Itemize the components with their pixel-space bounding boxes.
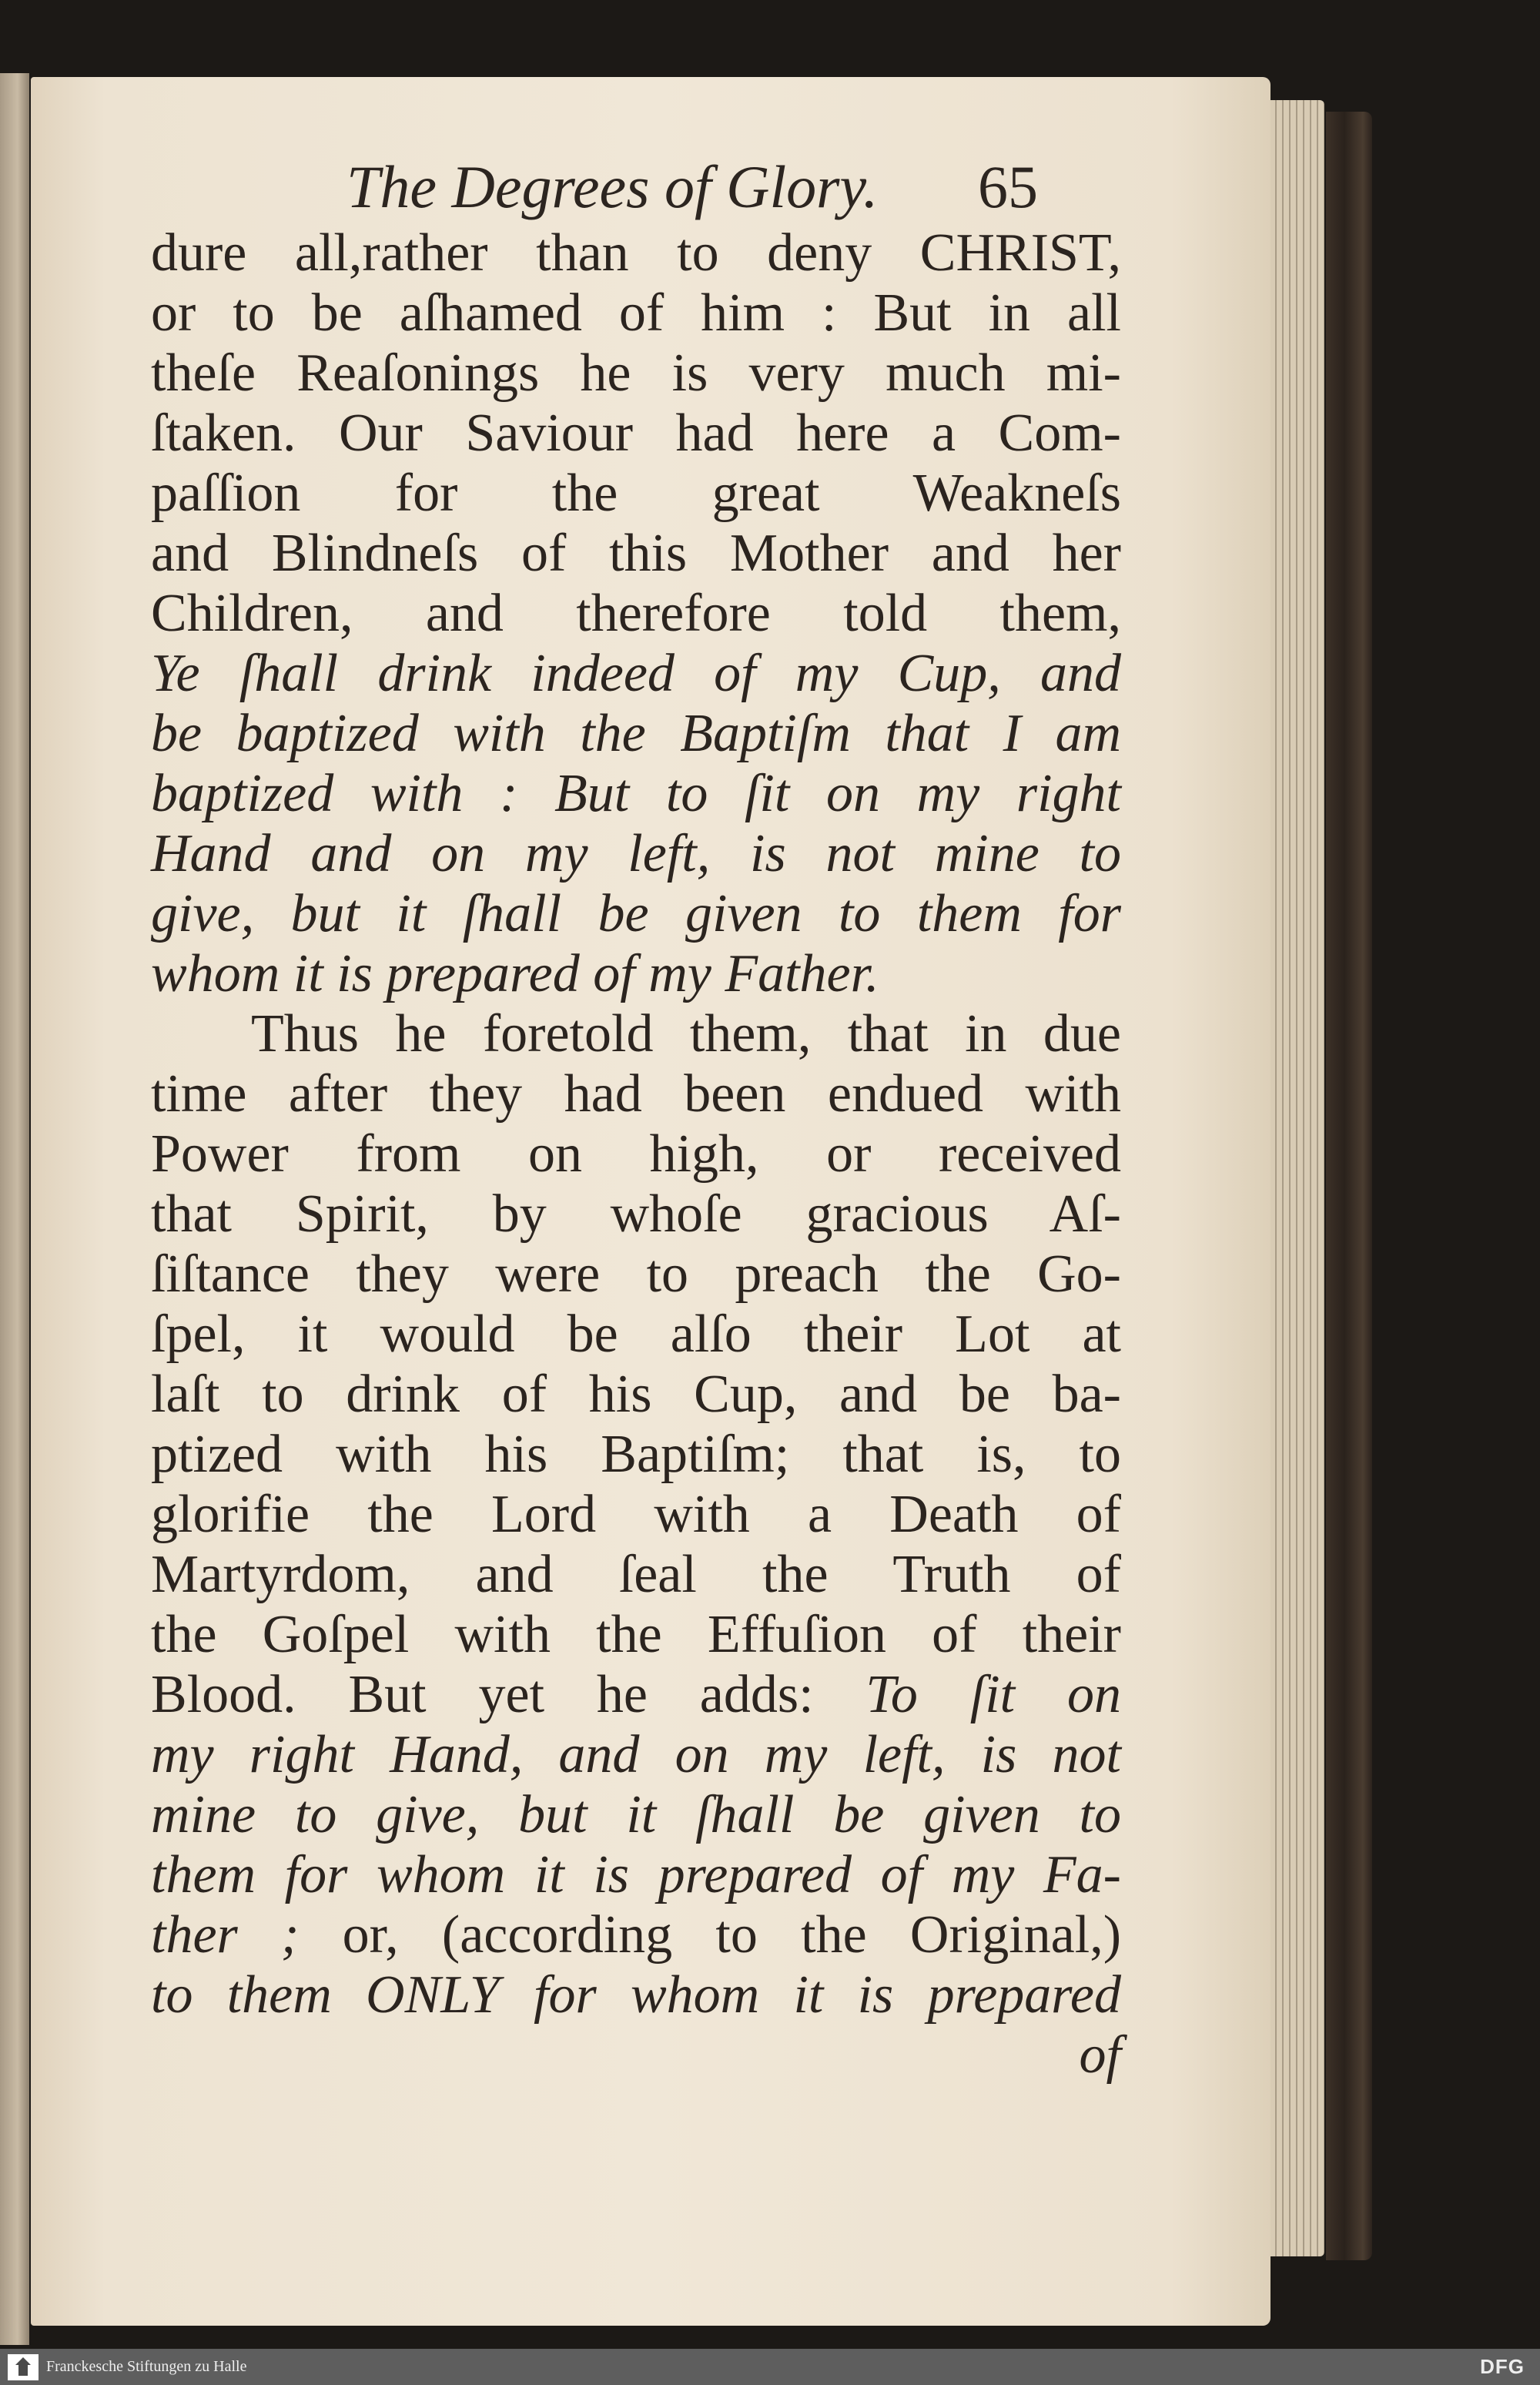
running-title: The Degrees of Glory. — [346, 153, 879, 220]
page-stack-edge — [1263, 100, 1324, 2256]
text-line: Ye ſhall drink indeed of my Cup, and — [151, 644, 1121, 703]
text-segment: Blood. But yet he adds: — [151, 1665, 814, 1724]
catchword: of — [1079, 2025, 1121, 2085]
text-line: ptized with his Baptiſm; that is, to — [151, 1425, 1121, 1484]
text-line: them for whom it is prepared of my Fa- — [151, 1845, 1121, 1904]
running-head — [346, 152, 1116, 222]
text-line: whom it is prepared of my Father. — [151, 944, 879, 1003]
text-line: time after they had been endued with — [151, 1064, 1121, 1124]
text-segment: To ſit on — [865, 1665, 1121, 1724]
text-line: mine to give, but it ſhall be given to — [151, 1785, 1121, 1844]
text-line: glorifie the Lord with a Death of — [151, 1485, 1121, 1544]
text-line: to them ONLY for whom it is prepared — [151, 1965, 1121, 2025]
text-line: ſiſtance they were to preach the Go- — [151, 1244, 1121, 1304]
left-page-edge — [0, 73, 29, 2345]
text-line: Power from on high, or received — [151, 1124, 1121, 1184]
text-line: the Goſpel with the Effuſion of their — [151, 1605, 1121, 1664]
text-line: give, but it ſhall be given to them for — [151, 884, 1121, 943]
text-segment: or, (according to the Original,) — [342, 1905, 1121, 1965]
text-line: Hand and on my left, is not mine to — [151, 824, 1121, 883]
text-line: my right Hand, and on my left, is not — [151, 1725, 1121, 1784]
dfg-logo: DFG — [1480, 2355, 1525, 2378]
text-line: Children, and therefore told them, — [151, 584, 1121, 643]
text-block — [151, 223, 1121, 2085]
text-line: baptized with : But to ſit on my right — [151, 764, 1121, 823]
institution-name: Franckesche Stiftungen zu Halle — [46, 2358, 247, 2375]
text-line — [151, 1665, 1121, 1725]
text-line: ſtaken. Our Saviour had here a Com- — [151, 404, 1121, 463]
text-line: be baptized with the Baptiſm that I am — [151, 704, 1121, 763]
page-number: 65 — [978, 153, 1038, 220]
book-cover-edge — [1326, 112, 1372, 2260]
text-line: ſpel, it would be alſo their Lot at — [151, 1305, 1121, 1364]
text-line: or to be aſhamed of him : But in all — [151, 283, 1121, 343]
text-line: laſt to drink of his Cup, and be ba- — [151, 1365, 1121, 1424]
text-line: paſſion for the great Weakneſs — [151, 464, 1121, 523]
institution-logo-icon — [8, 2354, 38, 2380]
footer-bar — [0, 2349, 1540, 2385]
text-line — [151, 1905, 1121, 1965]
text-line: dure all,rather than to deny CHRIST, — [151, 223, 1121, 283]
text-line: that Spirit, by whoſe gracious Aſ- — [151, 1184, 1121, 1244]
text-line: Thus he foretold them, that in due — [251, 1004, 1121, 1064]
text-line: theſe Reaſonings he is very much mi- — [151, 343, 1121, 403]
text-line: and Blindneſs of this Mother and her — [151, 524, 1121, 583]
text-line: Martyrdom, and ſeal the Truth of — [151, 1545, 1121, 1604]
text-segment: ther ; — [151, 1905, 300, 1965]
